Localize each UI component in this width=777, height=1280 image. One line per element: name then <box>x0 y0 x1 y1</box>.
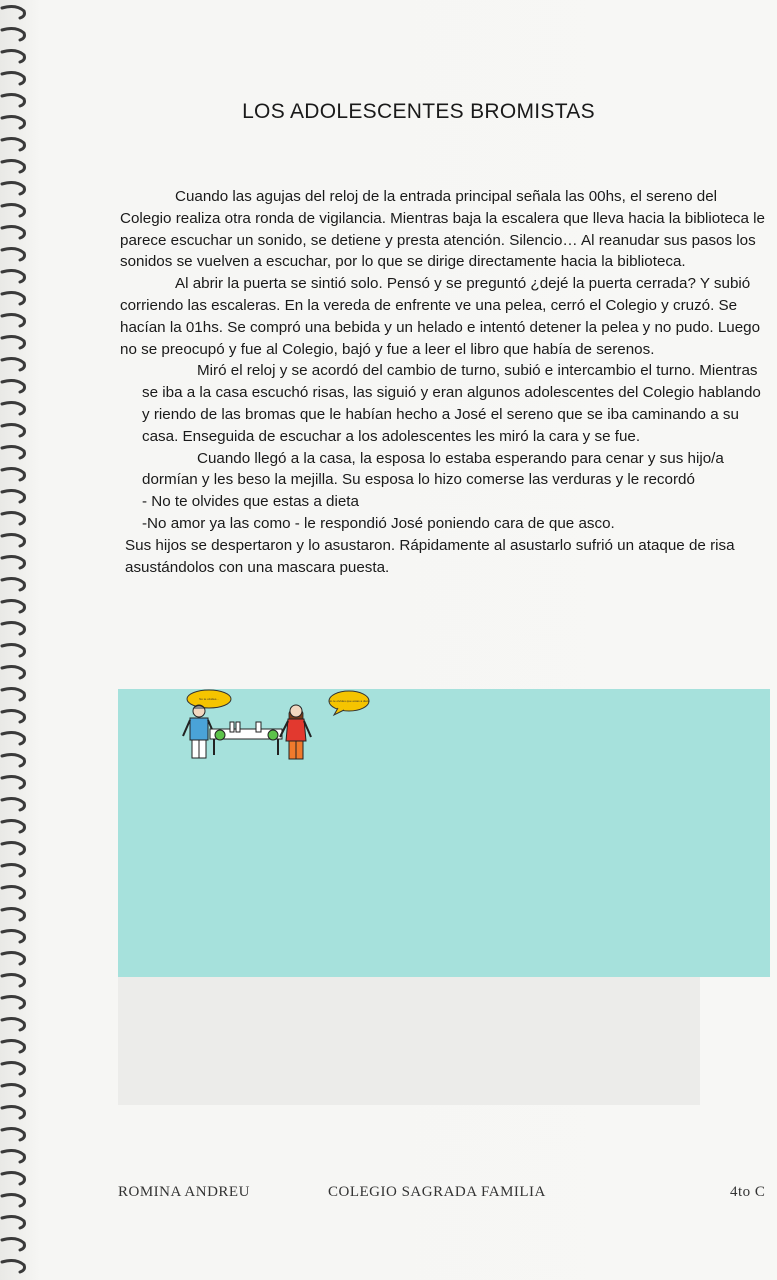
spiral-coil <box>2 535 25 546</box>
dialogue-line-1: - No te olvides que estas a dieta <box>142 493 359 511</box>
illustration-panel <box>118 689 770 977</box>
spiral-coil <box>2 777 25 788</box>
spiral-coil <box>2 689 25 700</box>
spiral-coil <box>2 997 25 1008</box>
spiral-coil <box>2 447 25 458</box>
spiral-coil <box>2 469 25 480</box>
spiral-coil <box>2 1129 25 1140</box>
dialogue-line-2: -No amor ya las como - le respondió José poniendo cara de que asco. <box>142 514 615 532</box>
dinner-table <box>210 722 282 755</box>
spiral-coil <box>2 667 25 678</box>
spiral-coil <box>2 205 25 216</box>
spiral-coil <box>2 381 25 392</box>
man-figure <box>183 705 214 758</box>
spiral-coil <box>2 315 25 326</box>
footer-author: ROMINA ANDREU <box>118 1184 250 1200</box>
spiral-coil <box>2 1239 25 1250</box>
footer-grade: 4to C <box>730 1184 766 1200</box>
illustration-scene <box>176 689 416 769</box>
spiral-coil <box>2 293 25 304</box>
spiral-coil <box>2 1173 25 1184</box>
speech-bubble-right-text: No te olvides que estas a dieta <box>328 699 370 703</box>
spiral-coil <box>2 975 25 986</box>
spiral-coil <box>2 491 25 502</box>
spiral-coil <box>2 623 25 634</box>
spiral-coil <box>2 7 25 18</box>
spiral-coil <box>2 931 25 942</box>
spiral-coil <box>2 1063 25 1074</box>
spiral-coil <box>2 183 25 194</box>
spiral-coil <box>2 95 25 106</box>
spiral-coil <box>2 271 25 282</box>
paragraph-2: Al abrir la puerta se sintió solo. Pensó y se preguntó ¿dejé la puerta cerrada? Y subió corriendo las escaleras. En la vereda de enfrente ve una pelea, cerró el Colegio y cruzó. Se hacían la 01hs. Se compró una bebida y un helado e intentó detener la pelea y no pudo. Luego no se preocupó y fue al Colegio, bajó y fue a leer el libro que había de serenos. <box>120 275 761 358</box>
spiral-coil <box>2 403 25 414</box>
spiral-coil <box>2 645 25 656</box>
spiral-coil <box>2 865 25 876</box>
spiral-coil <box>2 711 25 722</box>
paragraph-5: Sus hijos se despertaron y lo asustaron. Rápidamente al asustarlo sufrió un ataque de risa asustándolos con una mascara puesta. <box>125 536 735 576</box>
spiral-coil <box>2 821 25 832</box>
speech-bubble-left-text: No te olvides... <box>199 697 219 701</box>
spiral-coil <box>2 1107 25 1118</box>
woman-figure <box>280 705 311 759</box>
faded-area <box>118 977 700 1105</box>
spiral-coil <box>2 733 25 744</box>
spiral-coil <box>2 1195 25 1206</box>
paragraph-3: Miró el reloj y se acordó del cambio de turno, subió e intercambio el turno. Mientras se iba a la casa escuchó risas, las siguió y eran algunos adolescentes del Colegio hablando y riendo de las bromas que le habían hecho a José el sereno que se iba caminando a su casa. Enseguida de escuchar a los adolescentes les miró la cara y se fue. <box>142 362 761 445</box>
story-title: LOS ADOLESCENTES BROMISTAS <box>242 100 595 123</box>
story-body <box>120 186 770 578</box>
paragraph-1: Cuando las agujas del reloj de la entrada principal señala las 00hs, el sereno del Colegio realiza otra ronda de vigilancia. Mientras baja la escalera que lleva hacia la biblioteca le parece escuchar un sonido, se detiene y presta atención. Silencio… Al reanudar sus pasos los sonidos se vuelven a escuchar, por lo que se dirige directamente hacia la biblioteca. <box>120 188 766 271</box>
spiral-coil <box>2 909 25 920</box>
spiral-coil <box>2 601 25 612</box>
spiral-coil <box>2 843 25 854</box>
spiral-coil <box>2 29 25 40</box>
spiral-coil <box>2 1085 25 1096</box>
spiral-coil <box>2 425 25 436</box>
spiral-coil <box>2 799 25 810</box>
spiral-coil <box>2 1019 25 1030</box>
spiral-coil <box>2 887 25 898</box>
spiral-coil <box>2 1041 25 1052</box>
spiral-coil <box>2 161 25 172</box>
footer-school: COLEGIO SAGRADA FAMILIA <box>328 1184 546 1200</box>
spiral-coil <box>2 117 25 128</box>
spiral-coil <box>2 139 25 150</box>
spiral-coil <box>2 579 25 590</box>
spiral-coil <box>2 249 25 260</box>
spiral-binding <box>0 0 36 1280</box>
spiral-coil <box>2 755 25 766</box>
spiral-coil <box>2 557 25 568</box>
spiral-coil <box>2 953 25 964</box>
spiral-coil <box>2 513 25 524</box>
spiral-coil <box>2 227 25 238</box>
paragraph-4: Cuando llegó a la casa, la esposa lo estaba esperando para cenar y sus hijo/a dormían y les beso la mejilla. Su esposa lo hizo comerse las verduras y le recordó <box>142 449 724 489</box>
spiral-coil <box>2 1151 25 1162</box>
spiral-coil <box>2 337 25 348</box>
spiral-coil <box>2 1217 25 1228</box>
spiral-coil <box>2 51 25 62</box>
spiral-coil <box>2 359 25 370</box>
spiral-coil <box>2 73 25 84</box>
spiral-coil <box>2 1261 25 1272</box>
